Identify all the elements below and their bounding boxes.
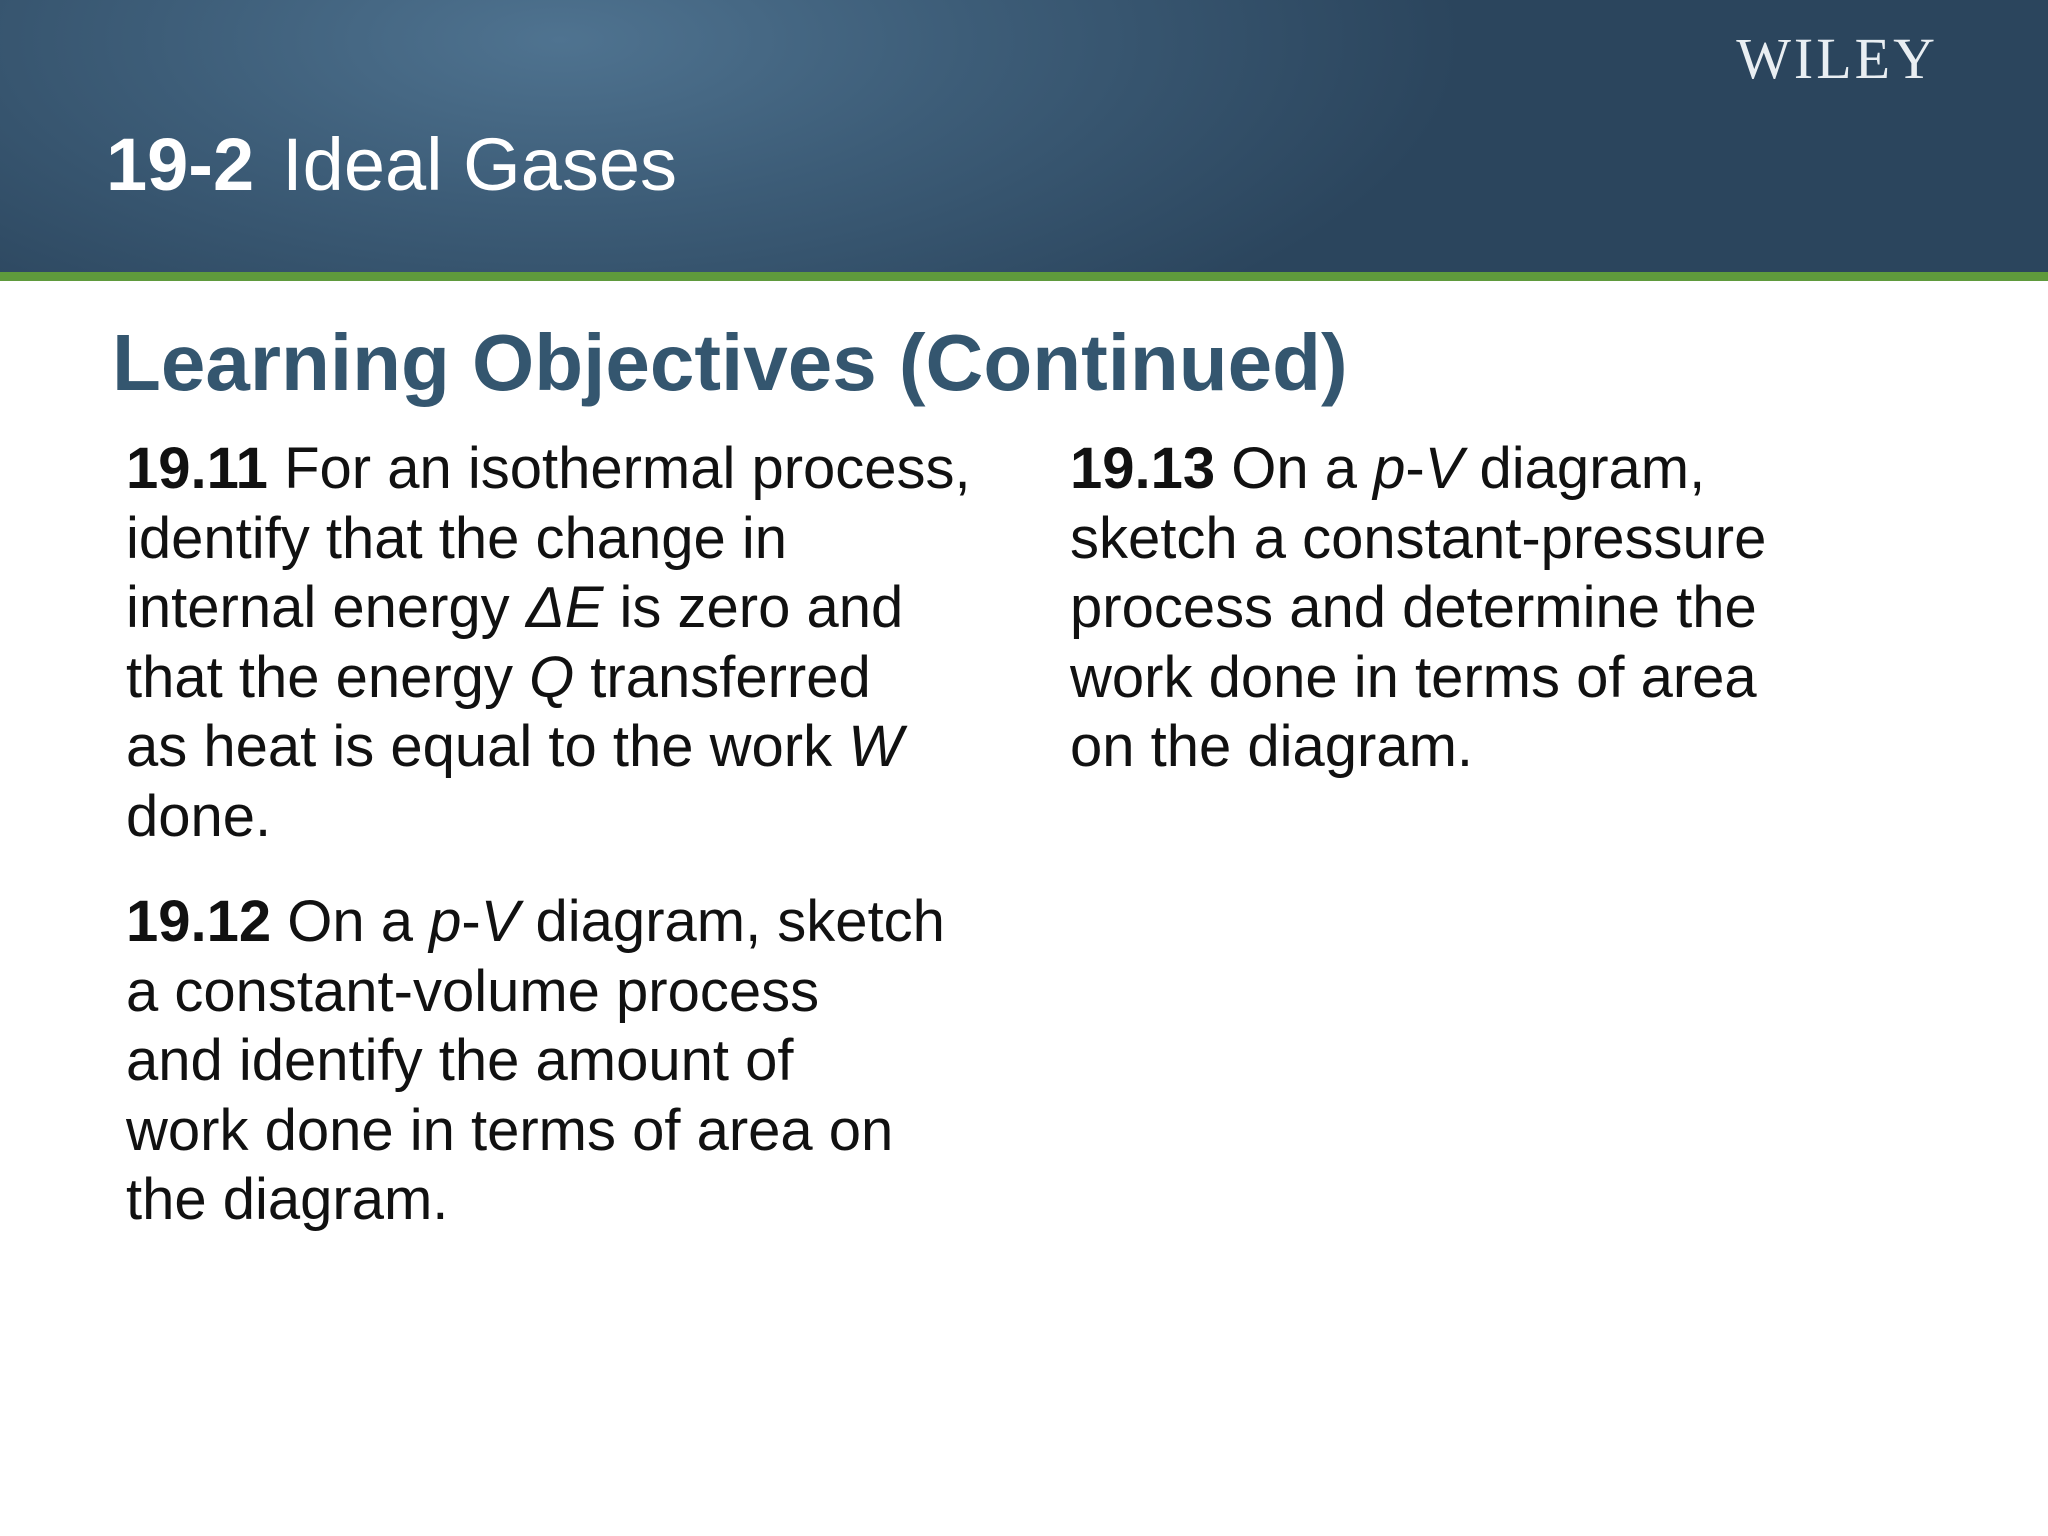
objective-line [126, 712, 1066, 782]
objective-19-11 [126, 434, 1066, 851]
objective-text: transferred [574, 644, 871, 710]
objective-line [126, 504, 1066, 574]
objective-line [1070, 434, 1970, 504]
objective-19-12 [126, 887, 1066, 1235]
objective-line [126, 957, 1066, 1027]
objective-text: done. [126, 783, 272, 849]
delta-e-symbol: ΔE [525, 575, 604, 640]
section-heading [106, 122, 677, 208]
objective-text: is zero and [603, 575, 904, 640]
objective-text: work done in terms of area [1070, 644, 1757, 710]
objective-line [126, 1165, 1066, 1235]
objective-line [126, 434, 1066, 504]
objectives-right-column [1070, 434, 1970, 818]
objective-line [1070, 712, 1970, 782]
objective-text: - [461, 889, 481, 954]
p-symbol: p [1373, 436, 1406, 501]
w-symbol: W [848, 714, 903, 779]
header-divider-stripe [0, 272, 2048, 281]
objective-text: and identify the amount of [126, 1028, 794, 1093]
objective-text: on the diagram. [1070, 714, 1474, 779]
objective-line [126, 887, 1066, 957]
objective-text: On a [287, 889, 430, 954]
v-symbol: V [1424, 436, 1464, 501]
objective-text: as heat is equal to the work [126, 714, 849, 779]
objective-number: 19.12 [126, 889, 272, 954]
objective-text: - [1405, 436, 1425, 501]
objective-number: 19.11 [126, 436, 268, 501]
slide-title: Learning Objectives (Continued) [112, 318, 1348, 407]
objective-text: diagram, [1463, 436, 1706, 501]
objective-text: For an isothermal process, [284, 436, 971, 501]
objective-line [126, 643, 1066, 713]
objective-text: identify that the change in [126, 505, 788, 571]
objective-19-13 [1070, 434, 1970, 782]
objective-line [1070, 573, 1970, 643]
objective-text: the diagram. [126, 1167, 449, 1232]
objective-line [126, 782, 1066, 852]
objective-line [126, 1096, 1066, 1166]
objective-text: a constant-volume process [126, 958, 820, 1024]
p-symbol: p [429, 889, 462, 954]
objective-text: that the energy [126, 644, 530, 710]
v-symbol: V [480, 889, 520, 954]
objective-text: internal energy [126, 575, 526, 640]
objective-text: diagram, sketch [519, 889, 945, 954]
wiley-logo: WILEY [1736, 26, 1938, 91]
section-number: 19-2 [106, 123, 255, 206]
section-name: Ideal Gases [282, 123, 678, 206]
objective-line [1070, 504, 1970, 574]
objective-text: sketch a constant-pressure [1070, 505, 1767, 571]
q-symbol: Q [529, 644, 575, 710]
objective-number: 19.13 [1070, 436, 1216, 501]
objective-line [126, 573, 1066, 643]
objective-text: process and determine the [1070, 575, 1757, 640]
objectives-left-column [126, 434, 1066, 1271]
objective-line [126, 1026, 1066, 1096]
slide-header [0, 0, 2048, 272]
objective-text: On a [1231, 436, 1374, 501]
objective-text: work done in terms of area on [126, 1097, 894, 1163]
objective-line [1070, 643, 1970, 713]
